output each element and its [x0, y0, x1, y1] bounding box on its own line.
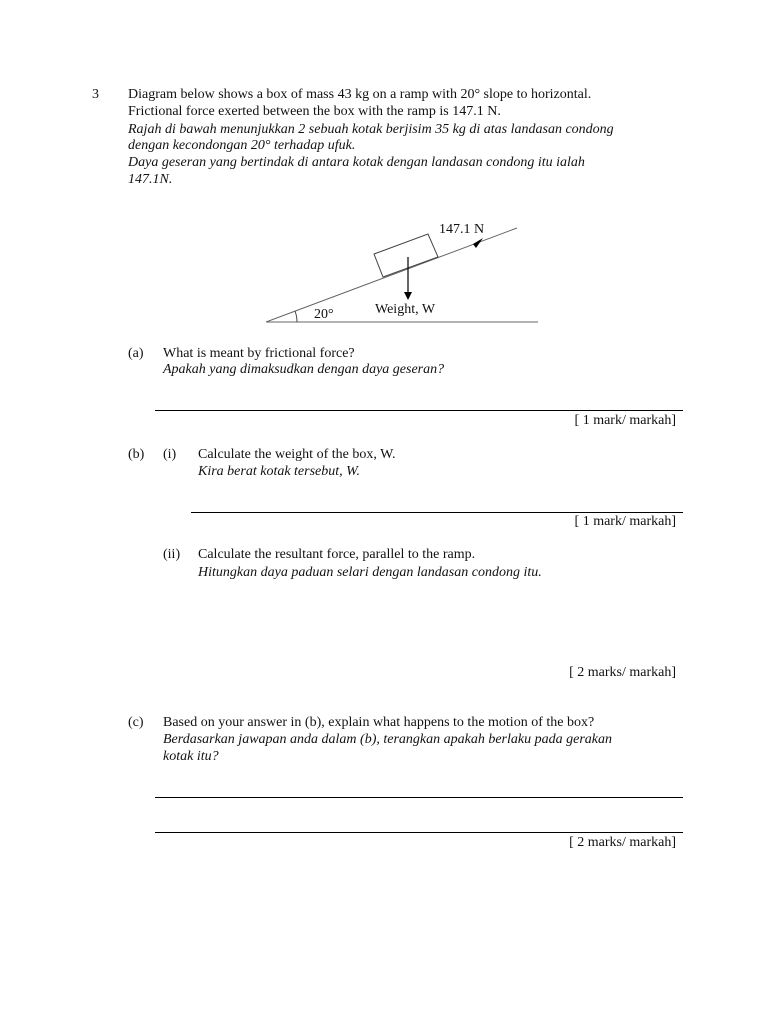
part-b-label: (b) — [128, 447, 145, 462]
part-b-i-marks: [ 1 mark/ markah] — [574, 514, 676, 529]
part-a-answer-line[interactable] — [155, 410, 683, 411]
intro-en-line-2: Frictional force exerted between the box with the ramp is 147.1 N. — [128, 104, 501, 119]
part-c-answer-line-1[interactable] — [155, 797, 683, 798]
part-b-i-label: (i) — [163, 447, 177, 462]
intro-ms-line-1: Rajah di bawah menunjukkan 2 sebuah kotak berjisim 35 kg di atas landasan condong — [128, 122, 614, 137]
part-c-question-ms-line-1: Berdasarkan jawapan anda dalam (b), terangkan apakah berlaku pada gerakan — [163, 732, 612, 747]
part-b-ii-marks: [ 2 marks/ markah] — [569, 665, 676, 680]
angle-label: 20° — [314, 307, 334, 322]
part-b-i-question-en: Calculate the weight of the box, W. — [198, 447, 396, 462]
part-c-label: (c) — [128, 715, 144, 730]
part-c-question-en: Based on your answer in (b), explain what happens to the motion of the box? — [163, 715, 595, 730]
part-c-marks: [ 2 marks/ markah] — [569, 835, 676, 850]
weight-arrowhead — [404, 292, 412, 300]
part-a-label: (a) — [128, 346, 144, 361]
part-b-ii-question-en: Calculate the resultant force, parallel to the ramp. — [198, 547, 476, 562]
weight-label: Weight, W — [375, 302, 436, 317]
part-b-ii-label: (ii) — [163, 547, 181, 562]
friction-arrowhead — [473, 238, 483, 248]
angle-arc — [295, 311, 297, 322]
part-a-question-ms: Apakah yang dimaksudkan dengan daya geseran? — [163, 362, 445, 377]
part-b-i-question-ms: Kira berat kotak tersebut, W. — [198, 464, 361, 479]
part-c-answer-line-2[interactable] — [155, 832, 683, 833]
intro-en-line-1: Diagram below shows a box of mass 43 kg on a ramp with 20° slope to horizontal. — [128, 87, 592, 102]
intro-ms-line-2: dengan kecondongan 20° terhadap ufuk. — [128, 138, 356, 153]
part-b-ii-question-ms: Hitungkan daya paduan selari dengan landasan condong itu. — [198, 565, 542, 580]
ramp-diagram — [0, 0, 768, 340]
part-c-question-ms-line-2: kotak itu? — [163, 749, 219, 764]
force-label: 147.1 N — [439, 222, 485, 237]
part-a-question-en: What is meant by frictional force? — [163, 346, 355, 361]
box — [374, 234, 438, 277]
intro-ms-line-3: Daya geseran yang bertindak di antara kotak dengan landasan condong itu ialah — [128, 155, 585, 170]
intro-ms-line-4: 147.1N. — [128, 172, 173, 187]
part-a-marks: [ 1 mark/ markah] — [574, 413, 676, 428]
question-number: 3 — [92, 87, 99, 102]
